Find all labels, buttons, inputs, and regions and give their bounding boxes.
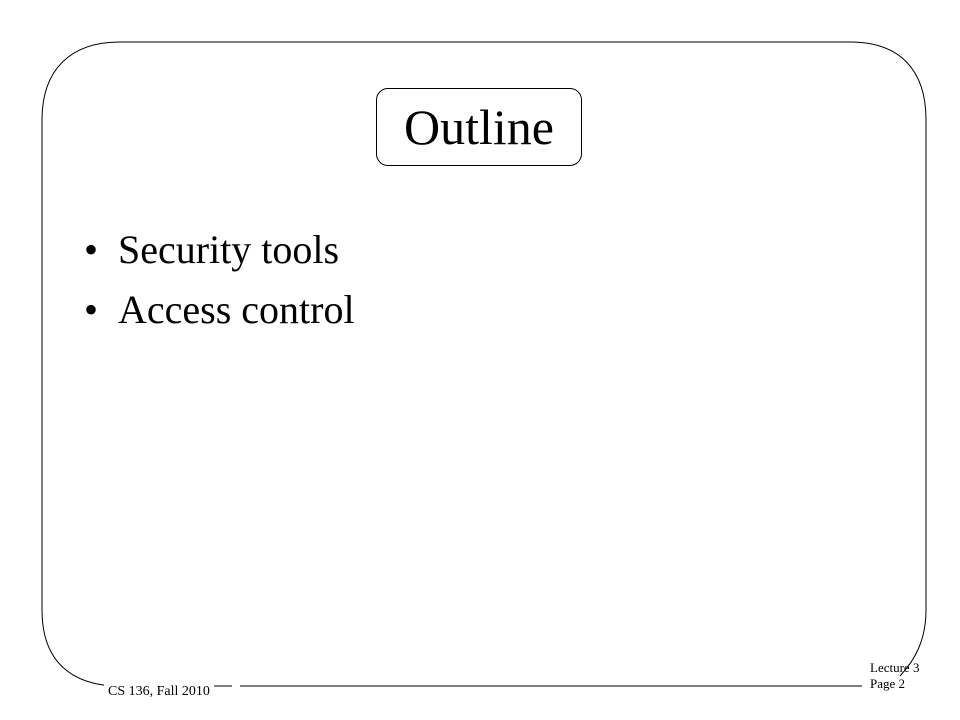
bullet-icon: • — [84, 287, 99, 332]
bullet-list — [84, 220, 355, 340]
slide-title: Outline — [404, 99, 554, 155]
bullet-item — [84, 280, 355, 340]
bullet-text: Security tools — [118, 227, 340, 272]
bullet-text: Access control — [118, 287, 355, 332]
footer-course: CS 136, Fall 2010 — [104, 684, 214, 700]
bullet-item — [84, 220, 355, 280]
bullet-icon: • — [84, 227, 99, 272]
footer-lecture: Lecture 3 — [870, 660, 920, 675]
footer-page-info — [870, 660, 919, 692]
title-box — [376, 88, 582, 166]
footer-page: Page 2 — [870, 676, 906, 691]
